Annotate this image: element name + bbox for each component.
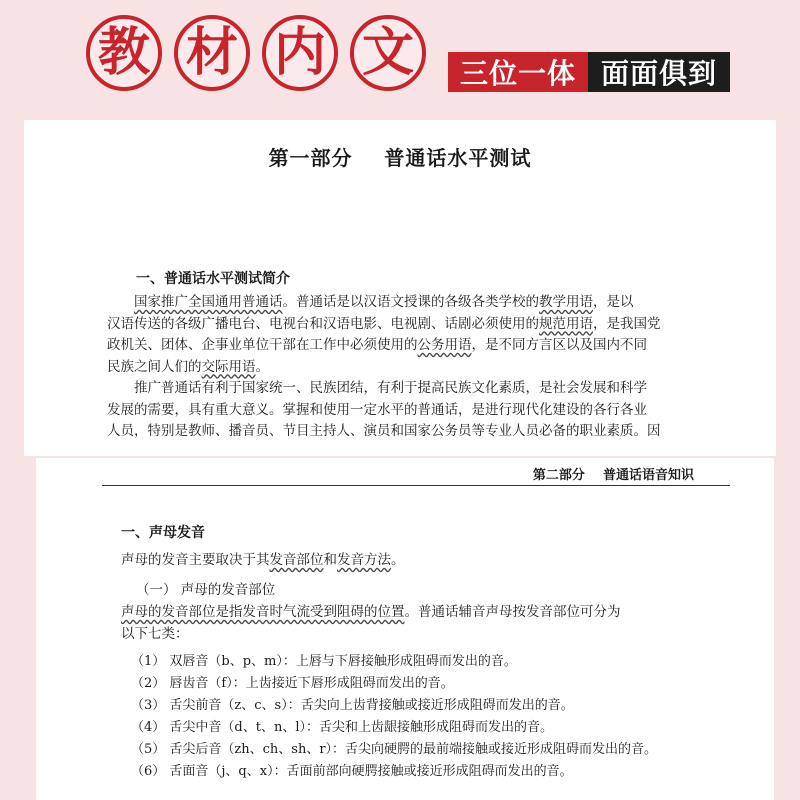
list-item: （1） 双唇音（b、p、m）：上唇与下唇接触形成阻碍而发出的音。 bbox=[131, 654, 517, 669]
list-item: （2） 唇齿音（f）：上齿接近下唇形成阻碍而发出的音。 bbox=[131, 676, 454, 691]
text-line bbox=[107, 335, 707, 357]
text-line bbox=[107, 314, 707, 336]
underlined-phrase: 发音部位 bbox=[269, 552, 324, 568]
header-rule bbox=[102, 485, 730, 486]
underlined-phrase: 交际用语 bbox=[201, 358, 256, 375]
tagline-dark: 面面俱到 bbox=[588, 52, 730, 92]
text-span: 声母的发音主要取决于其 bbox=[121, 552, 270, 568]
list-item: （3） 舌尖前音（z、c、s）：舌尖向上齿背接触或接近形成阻碍而发出的音。 bbox=[131, 698, 574, 713]
text-span: 。 bbox=[255, 358, 269, 375]
text-span: 政机关、团体、企事业单位干部在工作中必须使用的 bbox=[107, 337, 418, 353]
text-span: 。 bbox=[391, 552, 405, 568]
tagline-red: 三位一体 bbox=[448, 52, 588, 92]
underlined-phrase: 国家推广全国通用普通话 bbox=[134, 294, 283, 310]
underlined-phrase: 声母的发音部位是指发音时气流受到阻碍的位置 bbox=[121, 604, 405, 620]
text-span: ，是我国党 bbox=[593, 315, 661, 332]
running-head: 第二部分 普通话语音知识 bbox=[532, 468, 694, 483]
list-item: （6） 舌面音（j、q、x）：舌面前部向硬腭接触或接近形成阻碍而发出的音。 bbox=[131, 764, 573, 779]
stamp-character-1: 教 bbox=[86, 15, 162, 91]
book-page-part-two bbox=[36, 458, 774, 800]
underlined-phrase: 公务用语 bbox=[417, 337, 472, 353]
stamp-character-2: 材 bbox=[174, 15, 250, 91]
book-page-part-one bbox=[24, 120, 776, 456]
list-item: （5） 舌尖后音（zh、ch、sh、r）：舌尖向硬腭的最前端接触或接近形成阻碍而发出的音。 bbox=[131, 742, 658, 757]
text-line bbox=[107, 357, 707, 379]
list-item: （4） 舌尖中音（d、t、n、l）：舌尖和上齿龈接触形成阻碍而发出的音。 bbox=[131, 720, 553, 735]
text-line bbox=[121, 602, 741, 624]
text-line: 人员，特别是教师、播音员、节目主持人、演员和国家公务员等专业人员必备的职业素质。因 bbox=[107, 423, 661, 439]
text-span: 汉语传送的各级广播电台、电视台和汉语电影、电视剧、话剧必须使用的 bbox=[107, 315, 539, 332]
underlined-phrase: 规范用语 bbox=[539, 315, 593, 332]
text-span: ，是不同方言区以及国内不同 bbox=[471, 337, 647, 353]
section-heading: 一、声母发音 bbox=[121, 525, 205, 541]
promo-header bbox=[0, 0, 800, 118]
paragraph-definition bbox=[121, 602, 741, 645]
text-line bbox=[107, 292, 707, 314]
intro-line bbox=[121, 550, 721, 572]
stamp-character-4: 文 bbox=[350, 15, 426, 91]
text-line: 以下七类： bbox=[121, 625, 189, 642]
text-span: ，是以 bbox=[593, 294, 634, 310]
sub-heading: （一） 声母的发音部位 bbox=[136, 582, 276, 598]
text-span: 。普通话辅音声母按发音部位可分为 bbox=[404, 604, 621, 620]
part-title: 第一部分 普通话水平测试 bbox=[268, 146, 532, 170]
stamp-character-3: 内 bbox=[262, 15, 338, 91]
underlined-phrase: 教学用语 bbox=[539, 294, 593, 310]
section-heading: 一、普通话水平测试简介 bbox=[136, 271, 290, 287]
text-span: 和 bbox=[323, 552, 337, 568]
paragraph-intro bbox=[107, 292, 707, 443]
text-line: 推广普通话有利于国家统一、民族团结，有利于提高民族文化素质，是社会发展和科学 bbox=[134, 380, 647, 396]
text-line: 发展的需要，具有重大意义。掌握和使用一定水平的普通话，是进行现代化建设的各行各业 bbox=[107, 401, 647, 418]
text-span: 民族之间人们的 bbox=[107, 358, 202, 375]
underlined-phrase: 发音方法 bbox=[337, 552, 391, 568]
text-span: 。普通话是以汉语文授课的各级各类学校的 bbox=[282, 294, 539, 310]
text-line bbox=[121, 550, 721, 572]
